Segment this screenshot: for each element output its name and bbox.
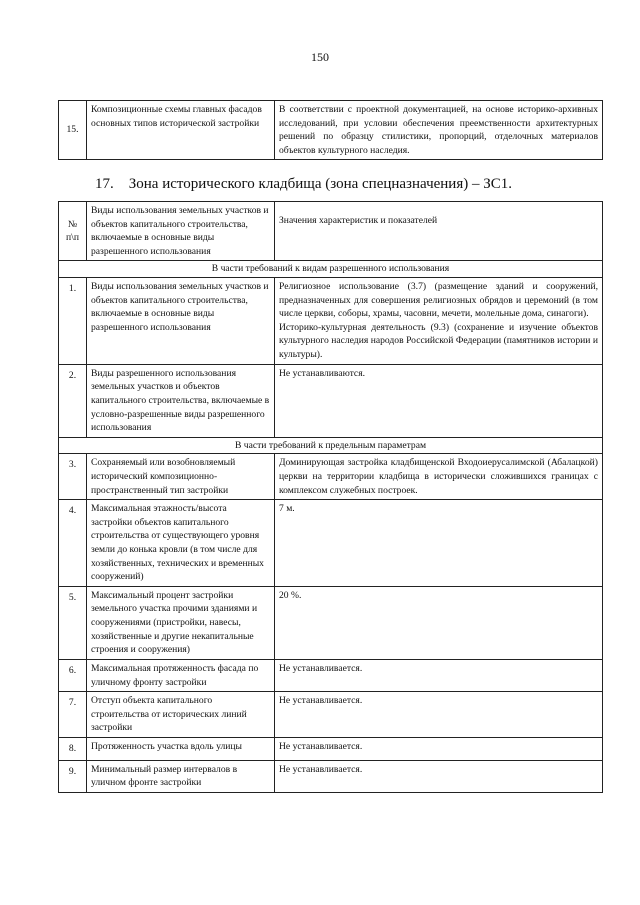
row-number: 1. <box>59 278 87 365</box>
row-value: В соответствии с проектной документацией, на основе историко-архивных исследований, при условии обеспечения преемственности архитектурных решений по образцу стилистики, пропорций, отделочных материалов объектов культурного наследия. <box>275 101 603 160</box>
table-header-row <box>59 202 603 261</box>
row-value: Не устанавливается. <box>275 737 603 760</box>
row-value <box>275 278 603 365</box>
row-parameter: Композиционные схемы главных фасадов основных типов исторической застройки <box>87 101 275 160</box>
row-value-paragraph: Историко-культурная деятельность (9.3) (сохранение и изучение объектов культурного наследия народов Российской Федерации (памятников истории и культуры). <box>279 321 598 361</box>
table-subheader-row <box>59 261 603 278</box>
table-row <box>59 364 603 437</box>
row-value-paragraph: Религиозное использование (3.7) (размещение зданий и сооружений, предназначенных для совершения религиозных обрядов и церемоний (в том числе церкви, соборы, храмы, часовни, мечети, молельные дома, синагоги). <box>279 281 598 320</box>
row-number: 4. <box>59 500 87 587</box>
table-subheader-row <box>59 437 603 454</box>
row-parameter: Отступ объекта капитального строительства от исторических линий застройки <box>87 692 275 738</box>
table-row <box>59 101 603 160</box>
row-value: 20 %. <box>275 586 603 659</box>
row-parameter: Максимальная этажность/высота застройки объектов капитального строительства от существующего уровня земли до конька кровли (в том числе для хозяйственных, технических и временных сооружений) <box>87 500 275 587</box>
row-number: 15. <box>59 101 87 160</box>
zone-requirements-table <box>58 201 603 793</box>
row-parameter: Виды разрешенного использования земельных участков и объектов капитального строительства, включаемые в условно-разрешенные виды разрешенного использования <box>87 364 275 437</box>
row-value: Не устанавливаются. <box>275 364 603 437</box>
subheader-parameters: В части требований к предельным параметрам <box>59 437 603 454</box>
row-parameter: Минимальный размер интервалов в уличном фронте застройки <box>87 760 275 792</box>
row-number: 6. <box>59 659 87 691</box>
row-parameter: Виды использования земельных участков и объектов капитального строительства, включаемые в основные виды разрешенного использования <box>87 278 275 365</box>
row-parameter: Сохраняемый или возобновляемый исторический композиционно-пространственный тип застройки <box>87 454 275 500</box>
row-number: 7. <box>59 692 87 738</box>
section-title: Зона исторического кладбища (зона спецназначения) – ЗС1. <box>128 176 512 192</box>
header-number: № п\п <box>59 202 87 261</box>
section-heading <box>95 176 512 193</box>
row-number: 9. <box>59 760 87 792</box>
row-value: 7 м. <box>275 500 603 587</box>
row-number: 8. <box>59 737 87 760</box>
header-name: Виды использования земельных участков и объектов капитального строительства, включаемые в основные виды разрешенного использования <box>87 202 275 261</box>
row-number: 5. <box>59 586 87 659</box>
table-row <box>59 500 603 587</box>
row-parameter: Максимальная протяженность фасада по уличному фронту застройки <box>87 659 275 691</box>
page-number: 150 <box>311 50 329 64</box>
row-number: 2. <box>59 364 87 437</box>
section-number: 17. <box>95 176 114 192</box>
row-value: Не устанавливается. <box>275 760 603 792</box>
row-value: Не устанавливается. <box>275 692 603 738</box>
table-row <box>59 278 603 365</box>
row-value: Доминирующая застройка кладбищенской Входоиерусалимской (Абалацкой) церкви на территории кладбища в исторически сложившихся границах с комплексом служебных построек. <box>275 454 603 500</box>
header-value: Значения характеристик и показателей <box>275 202 603 261</box>
table-row <box>59 586 603 659</box>
table-row <box>59 659 603 691</box>
subheader-usage: В части требований к видам разрешенного использования <box>59 261 603 278</box>
table-row <box>59 454 603 500</box>
row-number: 3. <box>59 454 87 500</box>
table-row <box>59 760 603 792</box>
row-parameter: Максимальный процент застройки земельного участка прочими зданиями и сооружениями (пристройки, навесы, хозяйственные и другие некапитальные строения и сооружения) <box>87 586 275 659</box>
table-row <box>59 737 603 760</box>
row-value: Не устанавливается. <box>275 659 603 691</box>
top-continuation-table <box>58 100 603 160</box>
table-row <box>59 692 603 738</box>
row-parameter: Протяженность участка вдоль улицы <box>87 737 275 760</box>
